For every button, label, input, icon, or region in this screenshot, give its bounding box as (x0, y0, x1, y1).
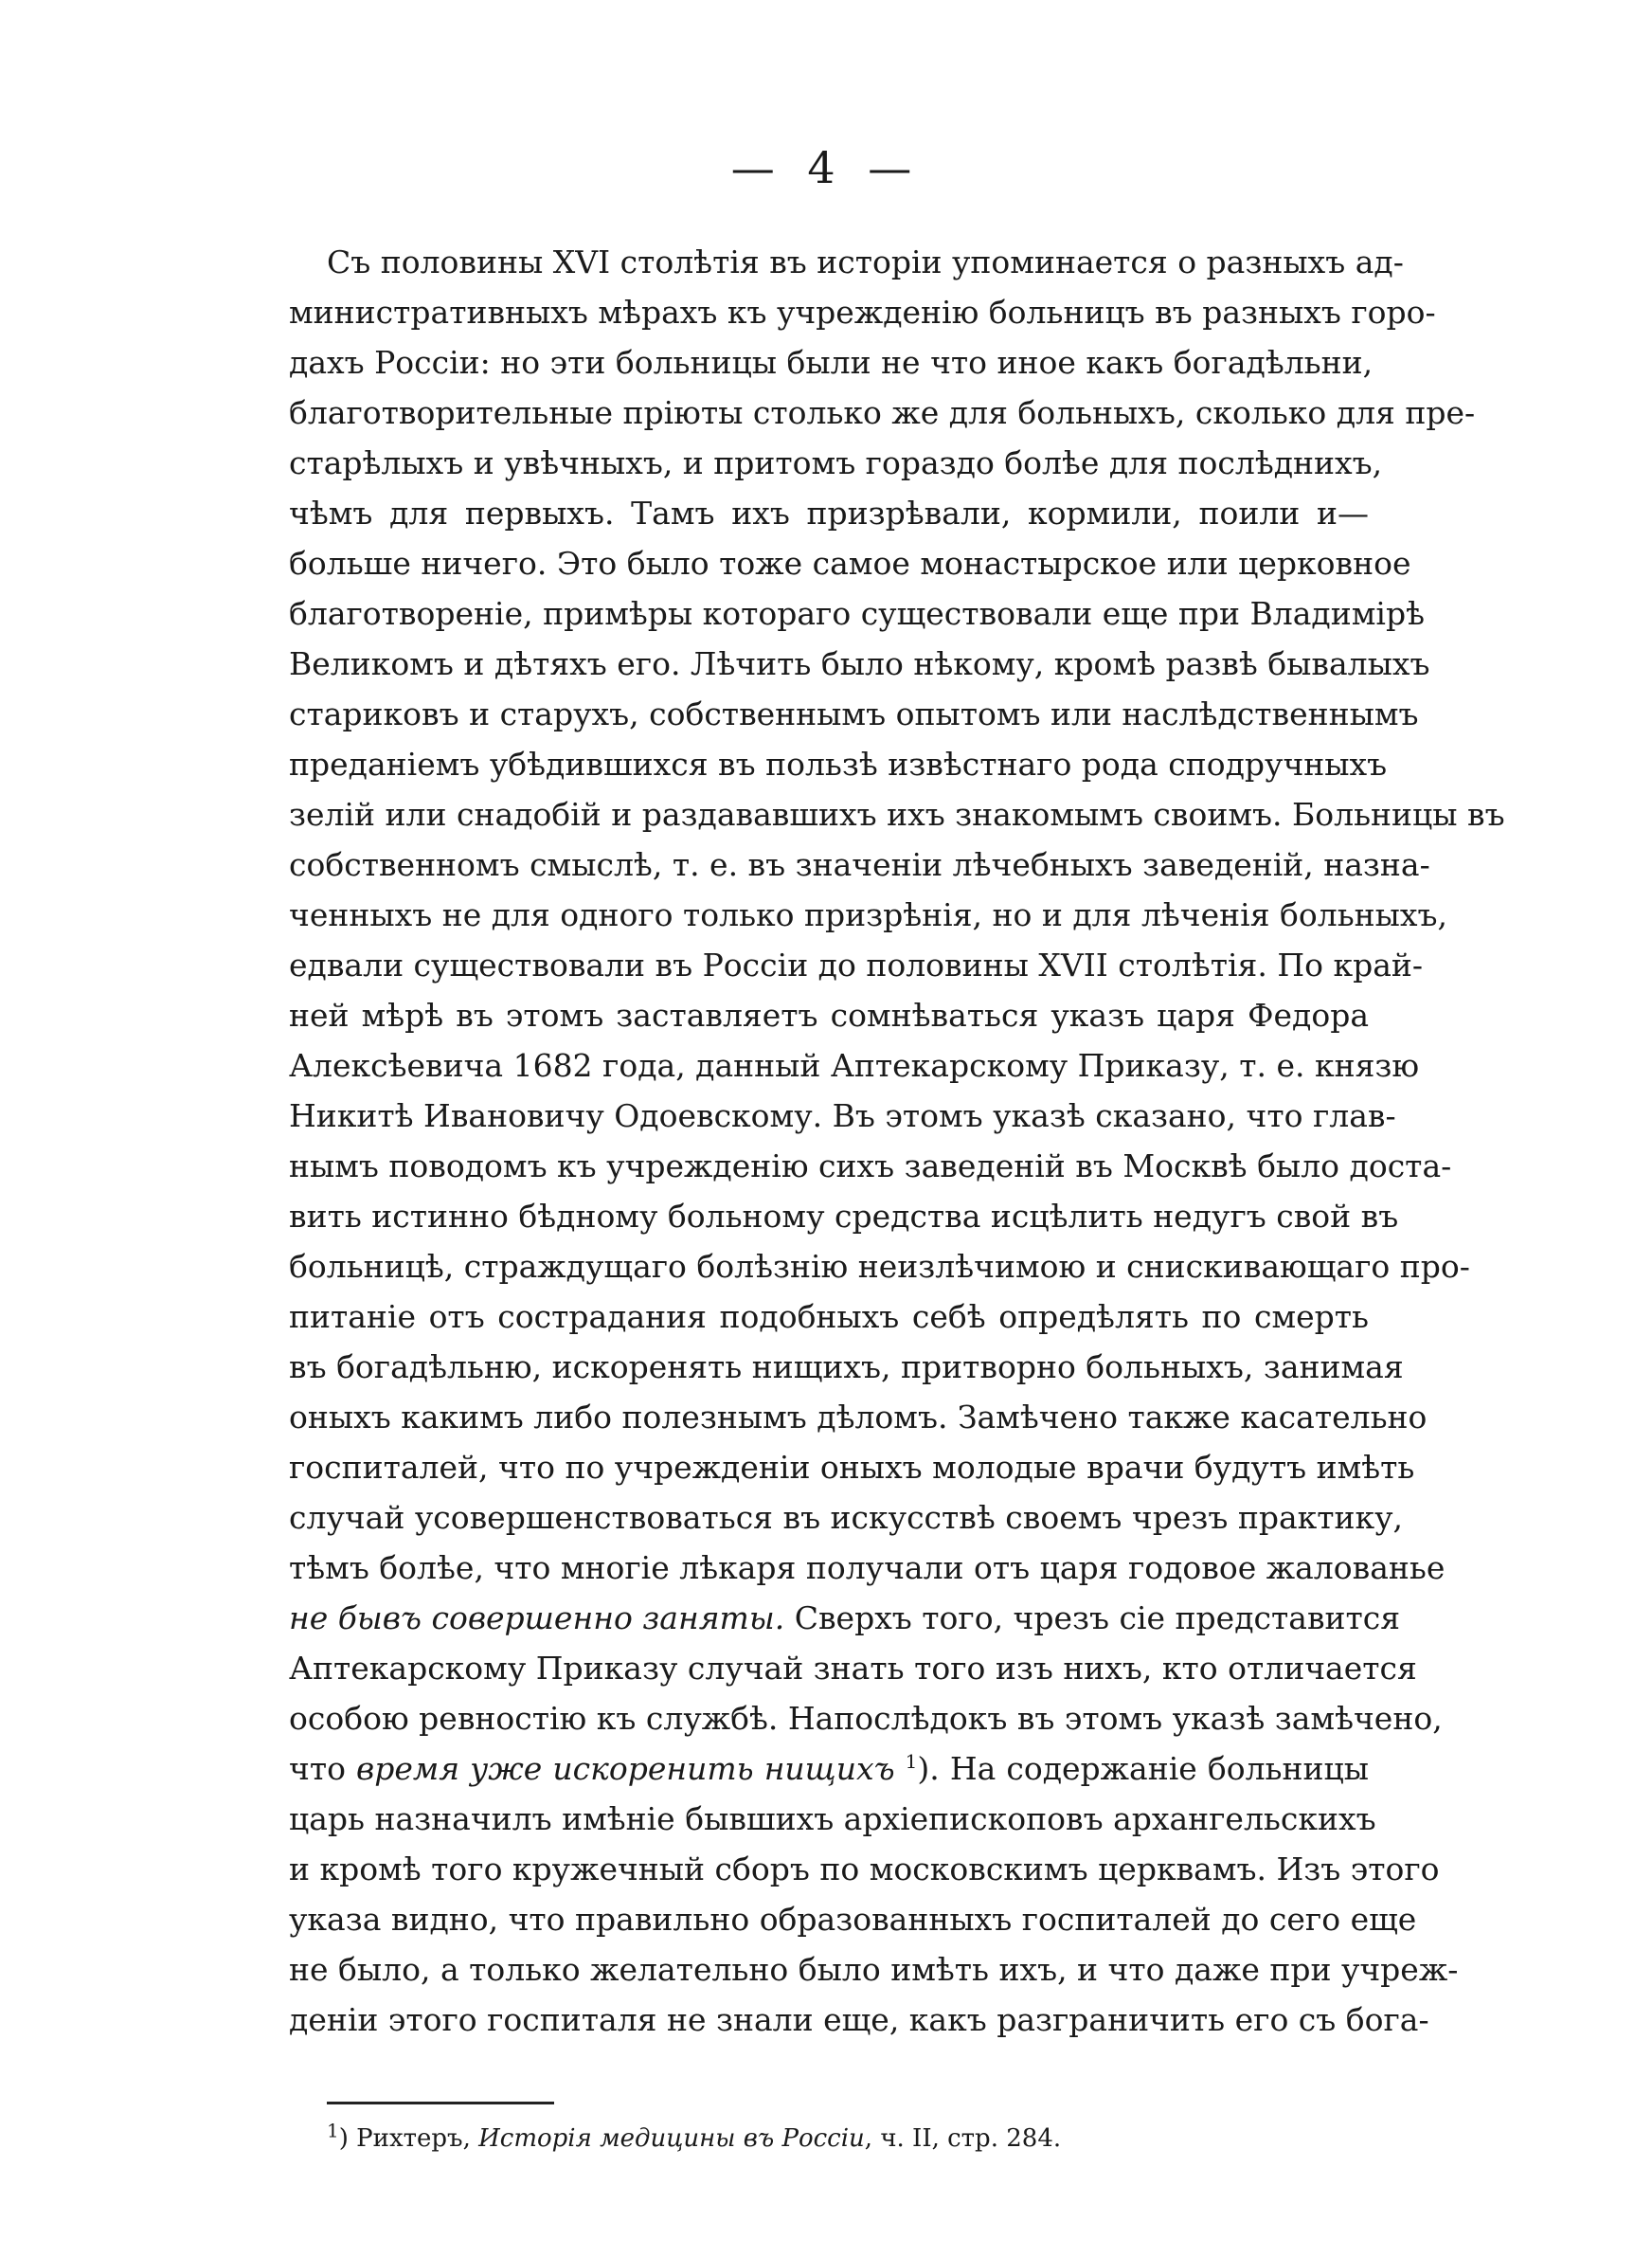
text-run: Сверхъ того, чрезъ сіе представится (784, 1599, 1401, 1636)
footnote (327, 2119, 1062, 2153)
text-line: случай усовершенствоваться въ искусствѣ своемъ чрезъ практику, (289, 1499, 1404, 1536)
text-line: царь назначилъ имѣніе бывшихъ архіепископовъ архангельскихъ (289, 1800, 1376, 1837)
text-line: госпиталей, что по учрежденіи оныхъ молодые врачи будутъ имѣть (289, 1449, 1415, 1486)
text-line: вить истинно бѣдному больному средства исцѣлить недугъ свой въ (289, 1198, 1399, 1235)
text-line: особою ревностію къ службѣ. Напослѣдокъ въ этомъ указѣ замѣчено, (289, 1700, 1443, 1737)
text-line: Великомъ и дѣтяхъ его. Лѣчить было нѣкому, кромѣ развѣ бывалыхъ (289, 645, 1430, 682)
footnote-reference[interactable]: 1 (905, 1750, 918, 1773)
text-line: едвали существовали въ Россіи до половины XVII столѣтія. По край- (289, 947, 1424, 984)
text-line: дахъ Россіи: но эти больницы были не что иное какъ богадѣльни, (289, 344, 1374, 381)
text-line: въ богадѣльню, искоренять нищихъ, притворно больныхъ, занимая (289, 1348, 1404, 1385)
text-run: ). На содержаніе больницы (917, 1750, 1369, 1787)
text-line: деніи этого госпиталя не знали еще, какъ разграничить его съ бога- (289, 2001, 1429, 2038)
text-line: Аптекарскому Приказу случай знать того изъ нихъ, кто отличается (289, 1650, 1417, 1687)
text-line: зелій или снадобій и раздававшихъ ихъ знакомымъ своимъ. Больницы въ (289, 796, 1505, 833)
text-line (289, 1743, 1369, 1794)
text-line: и кромѣ того кружечный сборъ по московскимъ церквамъ. Изъ этого (289, 1851, 1440, 1887)
text-line: оныхъ какимъ либо полезнымъ дѣломъ. Замѣчено также касательно (289, 1399, 1428, 1435)
footnote-reference-text: , ч. II, стр. 284. (864, 2124, 1062, 2153)
page-number: — 4 — (730, 142, 922, 193)
text-line: ней мѣрѣ въ этомъ заставляетъ сомнѣваться указъ царя Федора (289, 997, 1369, 1034)
footnote-title: Исторія медицины въ Россіи (478, 2124, 865, 2153)
text-line: не было, а только желательно было имѣть ихъ, и что даже при учреж- (289, 1951, 1459, 1988)
text-line: больницѣ, страждущаго болѣзнію неизлѣчимою и снискивающаго про- (289, 1248, 1470, 1285)
text-line: благотворительные пріюты столько же для больныхъ, сколько для пре- (289, 394, 1476, 431)
text-line: ченныхъ не для одного только призрѣнія, но и для лѣченія больныхъ, (289, 896, 1448, 933)
text-line: нымъ поводомъ къ учрежденію сихъ заведеній въ Москвѣ было доста- (289, 1147, 1452, 1184)
text-line: питаніе отъ сострадания подобныхъ себѣ опредѣлять по смерть (289, 1298, 1369, 1335)
text-run: что (289, 1750, 357, 1787)
text-line: больше ничего. Это было тоже самое монастырское или церковное (289, 545, 1411, 582)
text-line: чѣмъ для первыхъ. Тамъ ихъ призрѣвали, кормили, поили и— (289, 495, 1369, 532)
text-line: собственномъ смыслѣ, т. е. въ значеніи лѣчебныхъ заведеній, назна- (289, 846, 1430, 883)
text-line: указа видно, что правильно образованныхъ госпиталей до сего еще (289, 1901, 1417, 1938)
text-line: стариковъ и старухъ, собственнымъ опытомъ или наслѣдственнымъ (289, 695, 1419, 732)
text-line: тѣмъ болѣе, что многіе лѣкаря получали отъ царя годовое жалованье (289, 1549, 1446, 1586)
text-line: Съ половины XVI столѣтія въ исторіи упоминается о разныхъ ад- (327, 244, 1404, 280)
text-line: министративныхъ мѣрахъ къ учрежденію больницъ въ разныхъ горо- (289, 294, 1436, 331)
footnote-author: ) Рихтеръ, (338, 2124, 479, 2153)
footnote-marker: 1 (327, 2119, 339, 2142)
text-line: Никитѣ Ивановичу Одоевскому. Въ этомъ указѣ сказано, что глав- (289, 1097, 1396, 1134)
text-line: Алексѣевича 1682 года, данный Аптекарскому Приказу, т. е. князю (289, 1047, 1420, 1084)
footnote-divider (327, 2102, 554, 2104)
text-line: преданіемъ убѣдившихся въ пользѣ извѣстнаго рода сподручныхъ (289, 746, 1388, 783)
italic-phrase: время уже искоренить нищихъ (356, 1750, 895, 1787)
italic-phrase: не бывъ совершенно заняты. (289, 1599, 785, 1636)
text-line: старѣлыхъ и увѣчныхъ, и притомъ гораздо болѣе для послѣднихъ, (289, 444, 1383, 481)
text-line: благотвореніе, примѣры котораго существовали еще при Владимірѣ (289, 595, 1425, 632)
text-line (289, 1593, 1401, 1643)
main-text (289, 237, 1505, 2045)
